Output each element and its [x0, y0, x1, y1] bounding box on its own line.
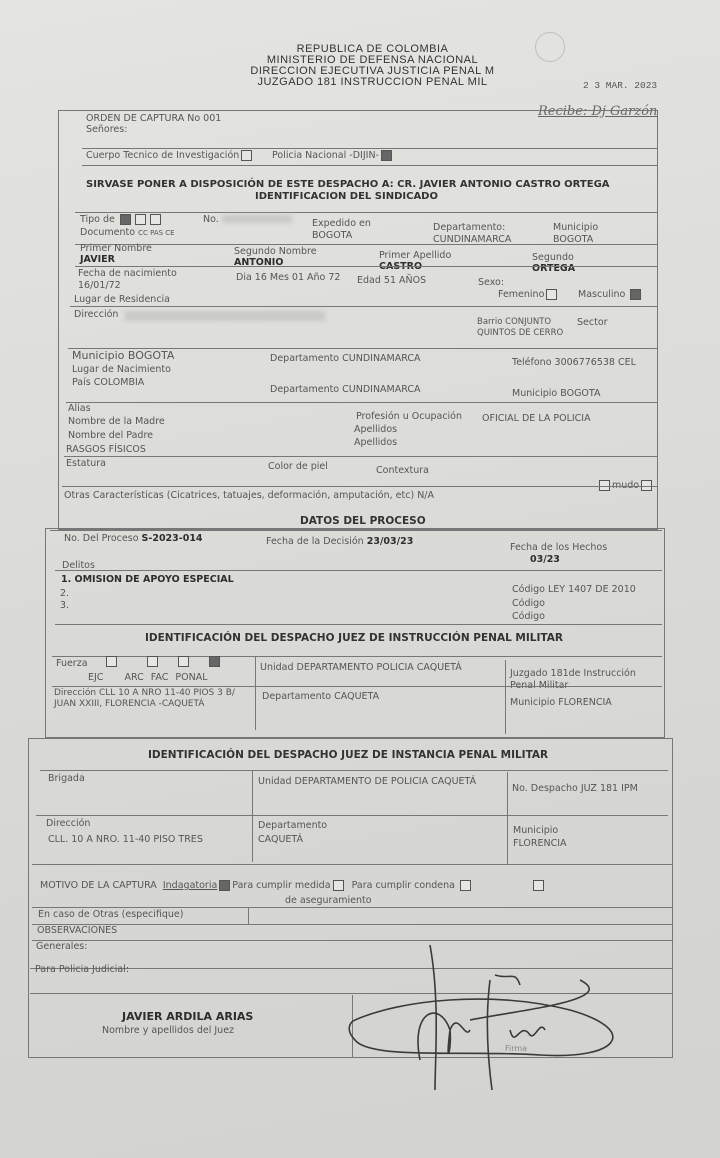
instruction-unit: Unidad DEPARTAMENTO POLICIA CAQUETÁ [260, 662, 462, 673]
instance-dept: CAQUETÁ [258, 834, 303, 845]
mute-label: mudo [612, 480, 640, 491]
decision-date: 23/03/23 [366, 536, 414, 547]
force-label: Fuerza [56, 658, 88, 669]
male-label: Masculino [578, 289, 626, 300]
code-2: Código [512, 598, 545, 609]
indagatoria-label: Indagatoria [162, 880, 218, 891]
code-1: Código LEY 1407 DE 2010 [512, 584, 636, 595]
dob: 16/01/72 [78, 280, 121, 291]
sector-label: Sector [577, 317, 608, 328]
build-label: Contextura [376, 465, 429, 476]
issued-value: BOGOTA [312, 230, 353, 241]
cti-checkbox[interactable] [241, 150, 252, 161]
police-checkbox[interactable] [381, 150, 392, 161]
other-traits: Otras Características (Cicatrices, tatuajes, deformación, amputación, etc) N/A [64, 490, 434, 501]
section-title-proceso: DATOS DEL PROCESO [300, 515, 426, 527]
medida-checkbox[interactable] [333, 880, 344, 891]
section-title-instruccion: IDENTIFICACIÓN DEL DESPACHO JUEZ DE INSTRUCCIÓN PENAL MILITAR [145, 632, 563, 644]
height-label: Estatura [66, 458, 106, 469]
cc-checkbox[interactable] [120, 214, 131, 225]
condena-label: Para cumplir condena [351, 880, 455, 891]
doc-label: Documento [80, 227, 136, 238]
letterhead [240, 44, 505, 88]
mother-surnames-label: Apellidos [354, 424, 398, 435]
physical-traits-label: RASGOS FÍSICOS [66, 444, 146, 455]
section-title-sindicado: IDENTIFICACION DEL SINDICADO [255, 191, 438, 202]
general-label: Generales: [36, 941, 88, 952]
accused-name: CR. JAVIER ANTONIO CASTRO ORTEGA [397, 179, 610, 190]
father-label: Nombre del Padre [68, 430, 153, 441]
recipients-label: Señores: [86, 124, 128, 135]
judge-name-caption: Nombre y apellidos del Juez [102, 1025, 235, 1036]
force-fac: FAC [150, 672, 169, 683]
birthplace-label: Lugar de Nacimiento [72, 364, 171, 375]
alias-label: Alias [68, 403, 91, 414]
phone: Teléfono 3006776538 CEL [512, 357, 636, 368]
skin-color-label: Color de piel [268, 461, 328, 472]
instance-mun-label: Municipio [513, 825, 559, 836]
birth-municipality: Municipio BOGOTA [512, 388, 601, 399]
instance-dept-label: Departamento [258, 820, 328, 831]
force-ejc: EJC [88, 672, 104, 683]
doc-number-label: No. [203, 214, 219, 225]
crime-1: 1. OMISION DE APOYO ESPECIAL [61, 574, 234, 585]
facts-date: 03/23 [530, 554, 560, 565]
letterhead-line: MINISTERIO DE DEFENSA NACIONAL [266, 54, 479, 66]
father-surnames-label: Apellidos [354, 437, 398, 448]
occupation-label: Profesión u Ocupación [356, 411, 463, 422]
received-date-stamp: 2 3 MAR. 2023 [583, 80, 658, 91]
crime-2: 2. [60, 588, 70, 599]
judicial-police-label: Para Policia Judicial: [35, 964, 130, 975]
ponal-checkbox[interactable] [209, 656, 220, 667]
female-checkbox[interactable] [546, 289, 557, 300]
residence-label: Lugar de Residencia [74, 294, 171, 305]
dept-label: Departamento: [433, 222, 506, 233]
ce-checkbox[interactable] [150, 214, 161, 225]
redacted-address [125, 311, 325, 321]
pas-checkbox[interactable] [135, 214, 146, 225]
instance-mun: FLORENCIA [513, 838, 567, 849]
code-3: Código [512, 611, 545, 622]
crimes-label: Delitos [62, 560, 95, 571]
birth-country: País COLOMBIA [72, 377, 145, 388]
aseguramiento-label: de aseguramiento [285, 895, 372, 906]
instance-address: CLL. 10 A NRO. 11-40 PISO TRES [48, 834, 203, 845]
letterhead-line: REPUBLICA DE COLOMBIA [296, 43, 449, 55]
first-name-label: Primer Nombre [80, 243, 152, 254]
letterhead-line: JUZGADO 181 INSTRUCCION PENAL MIL [257, 76, 488, 88]
surname-label: Primer Apellido [379, 250, 452, 261]
first-name: JAVIER [80, 254, 115, 265]
facts-date-label: Fecha de los Hechos [510, 542, 608, 553]
instruction-municipality: Municipio FLORENCIA [510, 697, 612, 708]
instance-address-label: Dirección [46, 818, 91, 829]
municipality: Municipio BOGOTA [72, 349, 175, 362]
instruction-address: Dirección CLL 10 A NRO 11-40 PIOS 3 B/ JUAN XXIII, FLORENCIA -CAQUETÁ [54, 688, 235, 709]
instance-office-no: No. Despacho JUZ 181 IPM [512, 783, 638, 794]
second-surname-label: Segundo [532, 252, 574, 263]
dob-label: Fecha de nacimiento [78, 268, 177, 279]
department: Departamento CUNDINAMARCA [270, 353, 421, 364]
occupation: OFICIAL DE LA POLICIA [482, 413, 591, 424]
police-option: Policia Nacional -DIJIN- [272, 150, 394, 161]
arc-checkbox[interactable] [147, 656, 158, 667]
instruction-court: Juzgado 181de Instrucción Penal Militar [510, 668, 636, 691]
age: Edad 51 AÑOS [357, 275, 427, 286]
medida-label: Para cumplir medida [232, 880, 331, 891]
mun-value: BOGOTA [553, 234, 594, 245]
issued-label: Expedido en [312, 218, 371, 229]
process-no: S-2023-014 [141, 533, 203, 544]
letterhead-line: DIRECCION EJECUTIVA JUSTICIA PENAL M [250, 65, 495, 77]
force-arc: ARC [124, 672, 144, 683]
second-name-label: Segundo Nombre [234, 246, 317, 257]
signature-caption: Firma [505, 1044, 528, 1053]
male-checkbox[interactable] [630, 289, 641, 300]
doc-types: CC PAS CE [138, 229, 175, 237]
force-ponal: PONAL [175, 672, 208, 683]
second-name: ANTONIO [234, 257, 284, 268]
indagatoria-checkbox[interactable] [219, 880, 230, 891]
condena-checkbox[interactable] [460, 880, 471, 891]
other-specify-label: En caso de Otras (especifique) [38, 909, 184, 920]
ejc-checkbox[interactable] [106, 656, 117, 667]
brigade-label: Brigada [48, 773, 85, 784]
surname: CASTRO [379, 261, 423, 272]
order-number: ORDEN DE CAPTURA No 001 [86, 113, 222, 124]
disposition-line: SIRVASE PONER A DISPOSICIÓN DE ESTE DESPACHO A: CR. JAVIER ANTONIO CASTRO ORTEGA [86, 179, 610, 190]
fac-checkbox[interactable] [178, 656, 189, 667]
female-label: Femenino [498, 289, 545, 300]
signature-icon [340, 940, 640, 1100]
section-title-instancia: IDENTIFICACIÓN DEL DESPACHO JUEZ DE INSTANCIA PENAL MILITAR [148, 749, 549, 761]
crime-3: 3. [60, 600, 70, 611]
instruction-department: Departamento CAQUETA [262, 691, 380, 702]
sex-label: Sexo: [478, 277, 505, 288]
received-by: Recibe: Dj Garzón [538, 104, 658, 119]
observations-label: OBSERVACIONES [37, 925, 118, 936]
dept-value: CUNDINAMARCA [433, 234, 512, 245]
mother-label: Nombre de la Madre [68, 416, 165, 427]
address-label: Dirección [74, 309, 119, 320]
seal-icon [535, 32, 565, 62]
capture-reason-label: MOTIVO DE LA CAPTURA [40, 880, 157, 891]
process-no-label: No. Del Proceso [64, 533, 139, 544]
cti-option: Cuerpo Tecnico de Investigación [86, 150, 254, 161]
other-checkbox[interactable] [533, 880, 544, 891]
dob-parts: Dia 16 Mes 01 Año 72 [236, 272, 341, 283]
redacted-doc-number [222, 215, 292, 223]
birth-department: Departamento CUNDINAMARCA [270, 384, 421, 395]
doc-type: Tipo de [80, 214, 163, 225]
instance-unit: Unidad DEPARTAMENTO DE POLICIA CAQUETÁ [258, 776, 477, 787]
judge-name: JAVIER ARDILA ARIAS [122, 1010, 254, 1023]
mun-label: Municipio [553, 222, 599, 233]
neighborhood: Barrio CONJUNTO QUINTOS DE CERRO [477, 317, 564, 338]
second-surname: ORTEGA [532, 263, 576, 274]
decision-date-label: Fecha de la Decisión [266, 536, 364, 547]
